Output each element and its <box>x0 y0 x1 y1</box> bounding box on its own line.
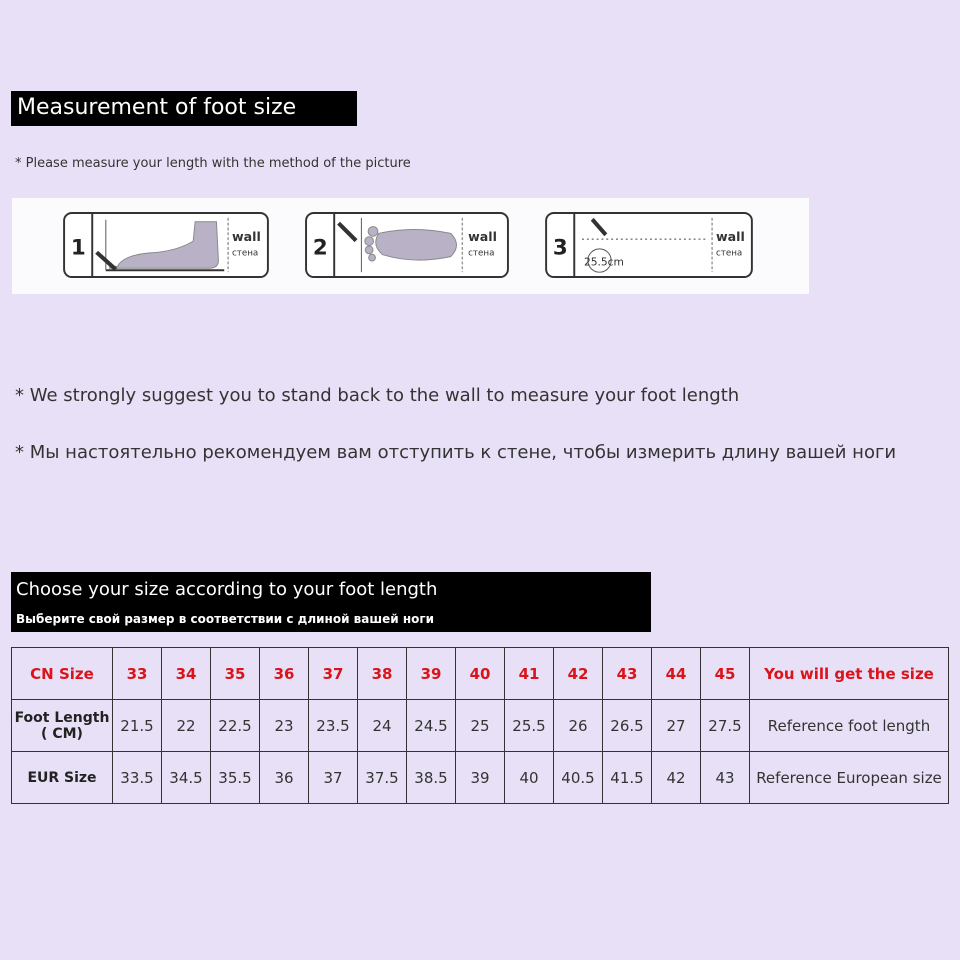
cn-size-cell: 43 <box>603 648 652 700</box>
foot-length-cell: 23.5 <box>309 700 358 752</box>
eur-size-cell: 38.5 <box>407 752 456 804</box>
step-1-number: 1 <box>70 235 86 261</box>
foot-length-row <box>12 700 949 752</box>
eur-size-cell: 37.5 <box>358 752 407 804</box>
cn-size-cell: 36 <box>260 648 309 700</box>
cn-size-row <box>12 648 949 700</box>
cn-size-cell: 34 <box>162 648 211 700</box>
size-chart-table <box>11 647 949 804</box>
suggestion-russian: * Мы настоятельно рекомендуем вам отступить к стене, чтобы измерить длину вашей ноги <box>15 442 897 463</box>
foot-length-cell: 25.5 <box>505 700 554 752</box>
eur-size-label: EUR Size <box>12 752 113 804</box>
foot-length-cell: 25 <box>456 700 505 752</box>
cn-size-cell: 38 <box>358 648 407 700</box>
cn-size-cell: 33 <box>113 648 162 700</box>
foot-length-cell: 26.5 <box>603 700 652 752</box>
eur-size-cell: 37 <box>309 752 358 804</box>
step-3-wall-label: wall <box>715 229 745 245</box>
eur-size-cell: 36 <box>260 752 309 804</box>
step-3-number: 3 <box>552 235 568 261</box>
eur-size-cell: 33.5 <box>113 752 162 804</box>
measurement-title: Measurement of foot size <box>17 95 297 120</box>
eur-size-cell: 40 <box>505 752 554 804</box>
choose-size-title-ru: Выберите свой размер в соответствии с длиной вашей ноги <box>16 612 435 626</box>
cn-size-reference: You will get the size <box>750 648 949 700</box>
step-2-wall-ru: стена <box>468 248 495 259</box>
eur-size-cell: 41.5 <box>603 752 652 804</box>
cn-size-cell: 44 <box>652 648 701 700</box>
foot-length-cell: 24 <box>358 700 407 752</box>
eur-size-cell: 34.5 <box>162 752 211 804</box>
measured-length: 25.5cm <box>583 255 624 269</box>
step-2-wall-label: wall <box>468 229 497 245</box>
foot-length-cell: 27 <box>652 700 701 752</box>
step-1-card <box>60 212 272 278</box>
measurement-banner <box>11 91 357 126</box>
eur-size-cell: 35.5 <box>211 752 260 804</box>
eur-size-cell: 39 <box>456 752 505 804</box>
foot-length-cell: 24.5 <box>407 700 456 752</box>
foot-length-cell: 26 <box>554 700 603 752</box>
choose-size-banner <box>11 572 651 632</box>
eur-size-cell: 43 <box>701 752 750 804</box>
eur-size-cell: 40.5 <box>554 752 603 804</box>
cn-size-label: CN Size <box>12 648 113 700</box>
cn-size-cell: 40 <box>456 648 505 700</box>
eur-size-cell: 42 <box>652 752 701 804</box>
step-1-wall-ru: стена <box>232 248 259 259</box>
step-3-card <box>542 212 756 278</box>
foot-length-cell: 22.5 <box>211 700 260 752</box>
foot-length-cell: 27.5 <box>701 700 750 752</box>
foot-length-label-line1: Foot Length <box>14 709 110 726</box>
foot-top-icon <box>376 229 457 260</box>
cn-size-cell: 45 <box>701 648 750 700</box>
foot-length-cell: 21.5 <box>113 700 162 752</box>
step-2-card <box>302 212 512 278</box>
measure-note: * Please measure your length with the method of the picture <box>15 156 411 171</box>
cn-size-cell: 37 <box>309 648 358 700</box>
step-2-number: 2 <box>312 235 328 261</box>
foot-length-label-line2: ( CM) <box>41 725 83 742</box>
foot-length-cell: 23 <box>260 700 309 752</box>
eur-size-reference: Reference European size <box>750 752 949 804</box>
choose-size-title: Choose your size according to your foot length <box>16 579 438 600</box>
cn-size-cell: 42 <box>554 648 603 700</box>
foot-length-cell: 22 <box>162 700 211 752</box>
cn-size-cell: 41 <box>505 648 554 700</box>
eur-size-row <box>12 752 949 804</box>
foot-length-label <box>12 700 113 752</box>
step-3-wall-ru: стена <box>715 248 743 259</box>
foot-length-reference: Reference foot length <box>750 700 949 752</box>
cn-size-cell: 35 <box>211 648 260 700</box>
measurement-illustration <box>12 198 809 294</box>
step-1-wall-label: wall <box>232 229 261 245</box>
cn-size-cell: 39 <box>407 648 456 700</box>
suggestion-english: * We strongly suggest you to stand back to the wall to measure your foot length <box>15 385 740 406</box>
